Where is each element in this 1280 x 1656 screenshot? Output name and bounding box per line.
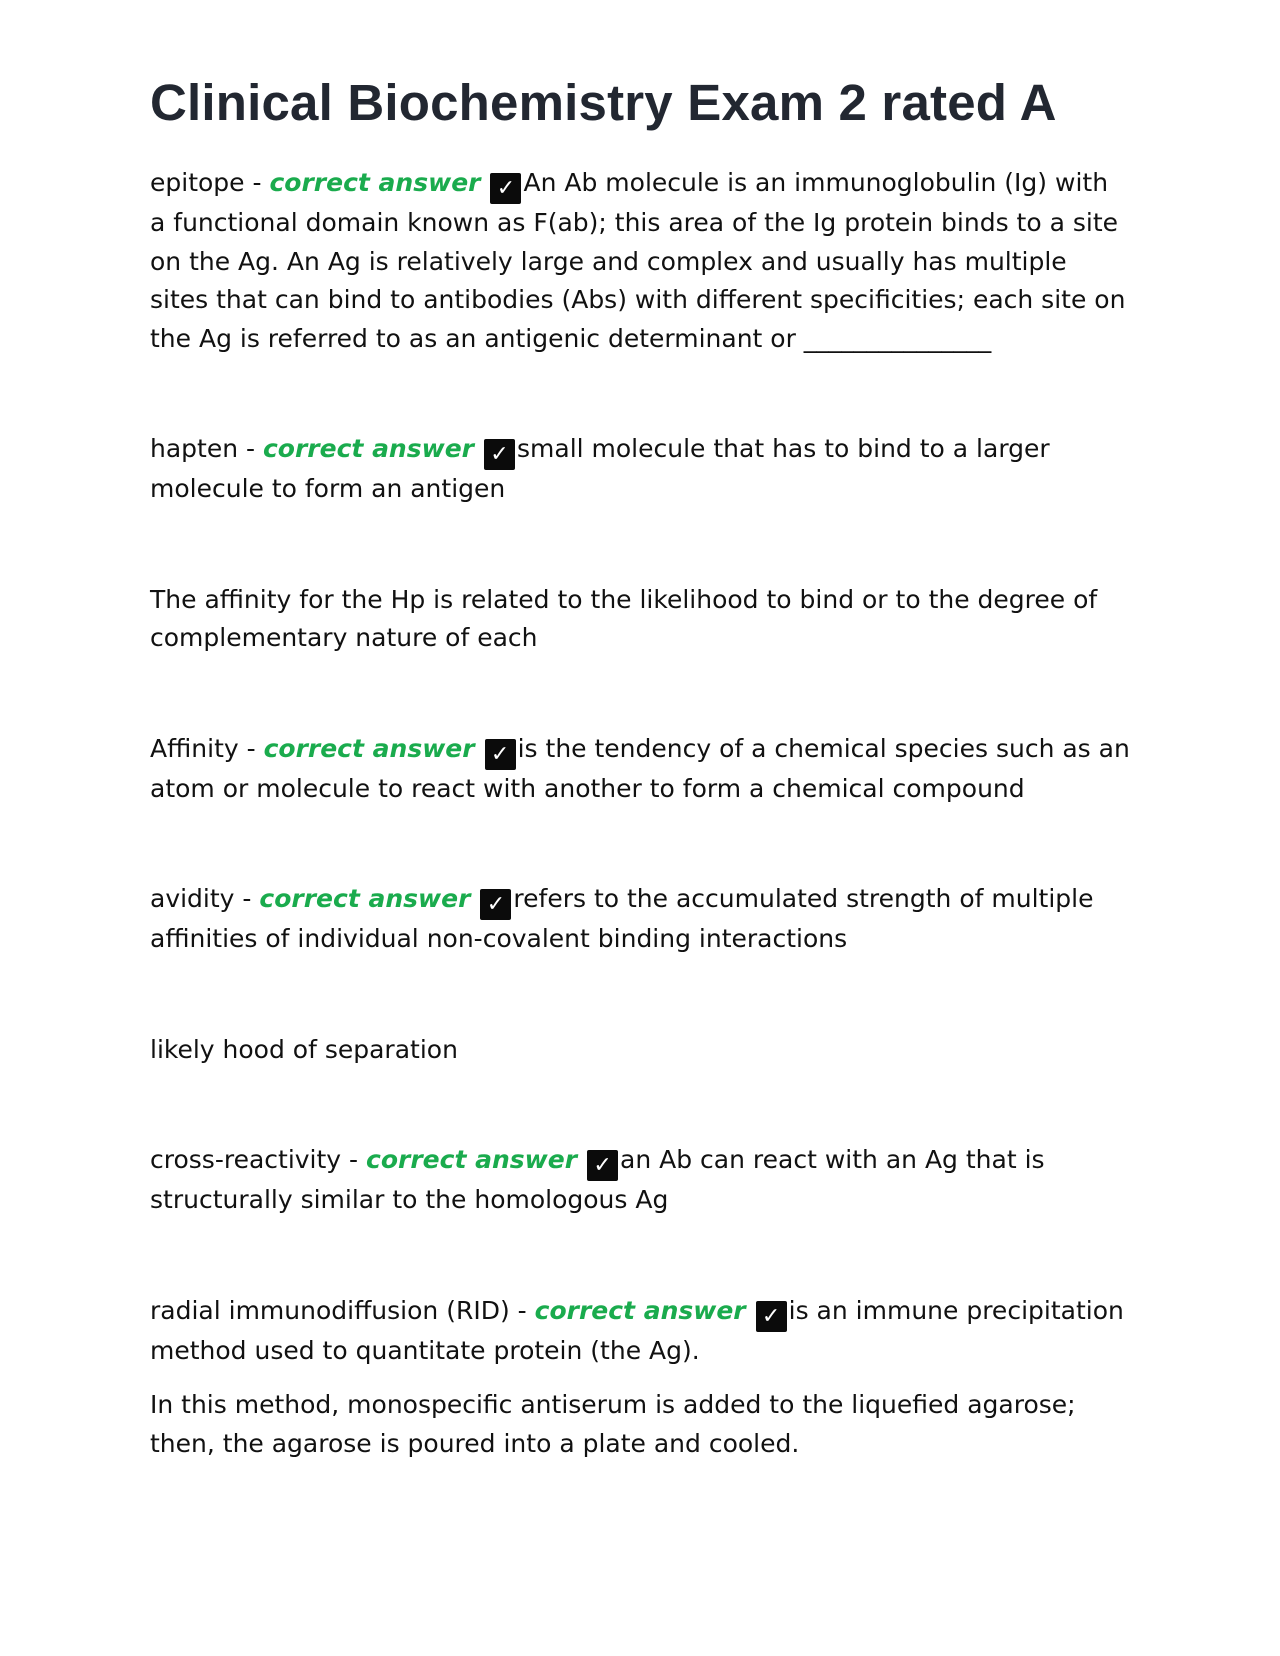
entry-term: epitope -	[150, 168, 270, 197]
checkmark-icon: ✓	[490, 173, 521, 204]
entry-term: Affinity -	[150, 733, 264, 763]
note-affinity-hp	[150, 581, 1130, 658]
note-text: likely hood of separation	[150, 1034, 458, 1064]
note-text: The affinity for the Hp is related to the likelihood to bind or to the degree of complementary nature of each	[150, 584, 1098, 652]
document-page	[150, 70, 1130, 1463]
checkmark-icon: ✓	[756, 1301, 787, 1332]
note-separation	[150, 1031, 1130, 1070]
page-title: Clinical Biochemistry Exam 2 rated A	[150, 74, 1057, 131]
entry-definition: refers to the accumulated strength of multiple affinities of individual non-covalent binding interactions	[150, 884, 1094, 953]
correct-answer-label: correct answer	[534, 1295, 746, 1325]
entry-avidity	[150, 880, 1130, 959]
entry-term: cross-reactivity -	[150, 1145, 367, 1174]
correct-answer-label: correct answer	[259, 884, 471, 913]
checkmark-icon: ✓	[587, 1150, 618, 1181]
entry-term: avidity -	[150, 884, 260, 913]
correct-answer-label: correct answer	[269, 168, 481, 197]
correct-answer-label: correct answer	[262, 434, 474, 463]
correct-answer-label: correct answer	[263, 733, 475, 763]
entry-cross-reactivity	[150, 1141, 1130, 1220]
entry-definition: is the tendency of a chemical species such as an atom or molecule to react with another to form a chemical compound	[150, 733, 1130, 803]
checkmark-icon: ✓	[484, 439, 515, 470]
entry-term: radial immunodiffusion (RID) -	[150, 1295, 535, 1325]
entry-epitope	[150, 164, 1130, 358]
correct-answer-label: correct answer	[366, 1145, 578, 1174]
note-rid-method	[150, 1386, 1130, 1463]
checkmark-icon: ✓	[485, 739, 516, 770]
entry-radial-immunodiffusion	[150, 1292, 1130, 1371]
entry-hapten	[150, 430, 1130, 509]
checkmark-icon: ✓	[480, 889, 511, 920]
entry-definition: small molecule that has to bind to a larger molecule to form an antigen	[150, 434, 1050, 503]
note-text: In this method, monospecific antiserum is added to the liquefied agarose; then, the agarose is poured into a plate and cooled.	[150, 1390, 1076, 1458]
entry-affinity	[150, 730, 1130, 809]
entry-definition: an Ab can react with an Ag that is structurally similar to the homologous Ag	[150, 1145, 1045, 1214]
entry-term: hapten -	[150, 434, 263, 463]
entry-definition: is an immune precipitation method used to quantitate protein (the Ag).	[150, 1295, 1124, 1365]
entry-definition: An Ab molecule is an immunoglobulin (Ig) with a functional domain known as F(ab); this area of the Ig protein binds to a site on the Ag. An Ag is relatively large and complex and usually has multiple sites that can bind to antibodies (Abs) with different specificities; each site on the Ag is referred to as an antigenic determinant or _______________	[150, 168, 1126, 353]
